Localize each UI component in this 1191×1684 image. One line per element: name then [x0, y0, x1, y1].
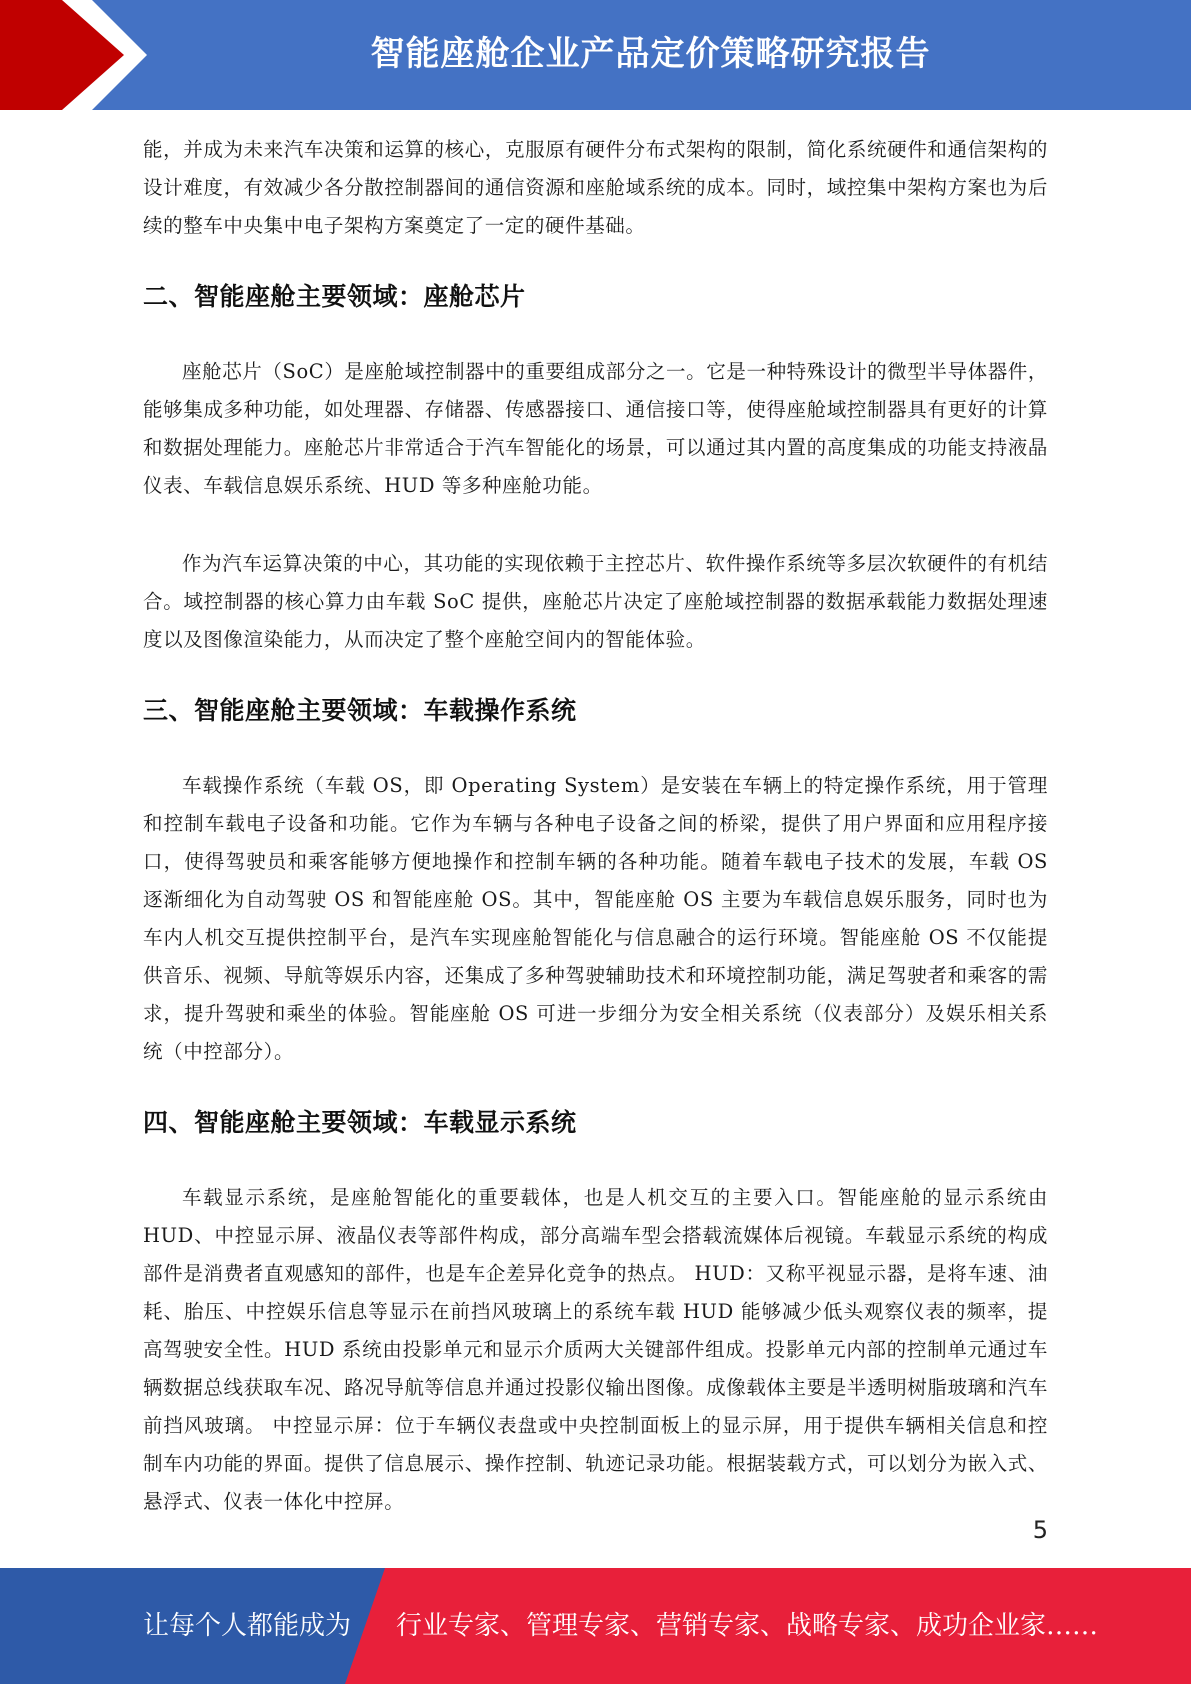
section-heading-os: 三、智能座舱主要领域：车载操作系统	[143, 696, 577, 725]
paragraph-os: 车载操作系统（车载 OS，即 Operating System）是安装在车辆上的特定操作系统，用于管理和控制车载电子设备和功能。它作为车辆与各种电子设备之间的桥梁，提供了用户界面和应用程序接口，使得驾驶员和乘客能够方便地操作和控制车辆的各种功能。随着车载电子技术的发展，车载 OS 逐渐细化为自动驾驶 OS 和智能座舱 OS。其中，智能座舱 OS 主要为车载信息娱乐服务，同时也为车内人机交互提供控制平台，是汽车实现座舱智能化与信息融合的运行环境。智能座舱 OS 不仅能提供音乐、视频、导航等娱乐内容，还集成了多种驾驶辅助技术和环境控制功能，满足驾驶者和乘客的需求，提升驾驶和乘坐的体验。智能座舱 OS 可进一步细分为安全相关系统（仪表部分）及娱乐相关系统（中控部分）。	[143, 774, 1048, 1063]
page-footer	[0, 1568, 1191, 1684]
header-arrow-icon	[0, 0, 150, 110]
paragraph-soc-2: 作为汽车运算决策的中心，其功能的实现依赖于主控芯片、软件操作系统等多层次软硬件的有机结合。域控制器的核心算力由车载 SoC 提供，座舱芯片决定了座舱域控制器的数据承载能力数据处理速度以及图像渲染能力，从而决定了整个座舱空间内的智能体验。	[143, 552, 1048, 651]
document-body	[143, 131, 1048, 1521]
paragraph-soc-1: 座舱芯片（SoC）是座舱域控制器中的重要组成部分之一。它是一种特殊设计的微型半导体器件，能够集成多种功能，如处理器、存储器、传感器接口、通信接口等，使得座舱域控制器具有更好的计算和数据处理能力。座舱芯片非常适合于汽车智能化的场景，可以通过其内置的高度集成的功能支持液晶仪表、车载信息娱乐系统、HUD 等多种座舱功能。	[143, 360, 1048, 497]
paragraph-intro: 能，并成为未来汽车决策和运算的核心，克服原有硬件分布式架构的限制，简化系统硬件和通信架构的设计难度，有效减少各分散控制器间的通信资源和座舱域系统的成本。同时，域控集中架构方案也为后续的整车中央集中电子架构方案奠定了一定的硬件基础。	[143, 138, 1048, 237]
report-title: 智能座舱企业产品定价策略研究报告	[370, 34, 931, 74]
page-header	[0, 0, 1191, 110]
section-heading-soc: 二、智能座舱主要领域：座舱芯片	[143, 282, 526, 311]
footer-slogan-right: 行业专家、管理专家、营销专家、战略专家、成功企业家……	[396, 1611, 1099, 1641]
section-heading-display: 四、智能座舱主要领域：车载显示系统	[143, 1108, 577, 1137]
page-number: 5	[1032, 1516, 1048, 1544]
footer-slogan-left: 让每个人都能成为	[143, 1611, 352, 1641]
paragraph-display: 车载显示系统，是座舱智能化的重要载体，也是人机交互的主要入口。智能座舱的显示系统由 HUD、中控显示屏、液晶仪表等部件构成，部分高端车型会搭载流媒体后视镜。车载显示系统的构成部件是消费者直观感知的部件，也是车企差异化竞争的热点。 HUD：又称平视显示器，是将车速、油耗、胎压、中控娱乐信息等显示在前挡风玻璃上的系统车载 HUD 能够减少低头观察仪表的频率，提高驾驶安全性。HUD 系统由投影单元和显示介质两大关键部件组成。投影单元内部的控制单元通过车辆数据总线获取车况、路况导航等信息并通过投影仪输出图像。成像载体主要是半透明树脂玻璃和汽车前挡风玻璃。 中控显示屏：位于车辆仪表盘或中央控制面板上的显示屏，用于提供车辆相关信息和控制车内功能的界面。提供了信息展示、操作控制、轨迹记录功能。根据装载方式，可以划分为嵌入式、悬浮式、仪表一体化中控屏。	[143, 1186, 1048, 1513]
